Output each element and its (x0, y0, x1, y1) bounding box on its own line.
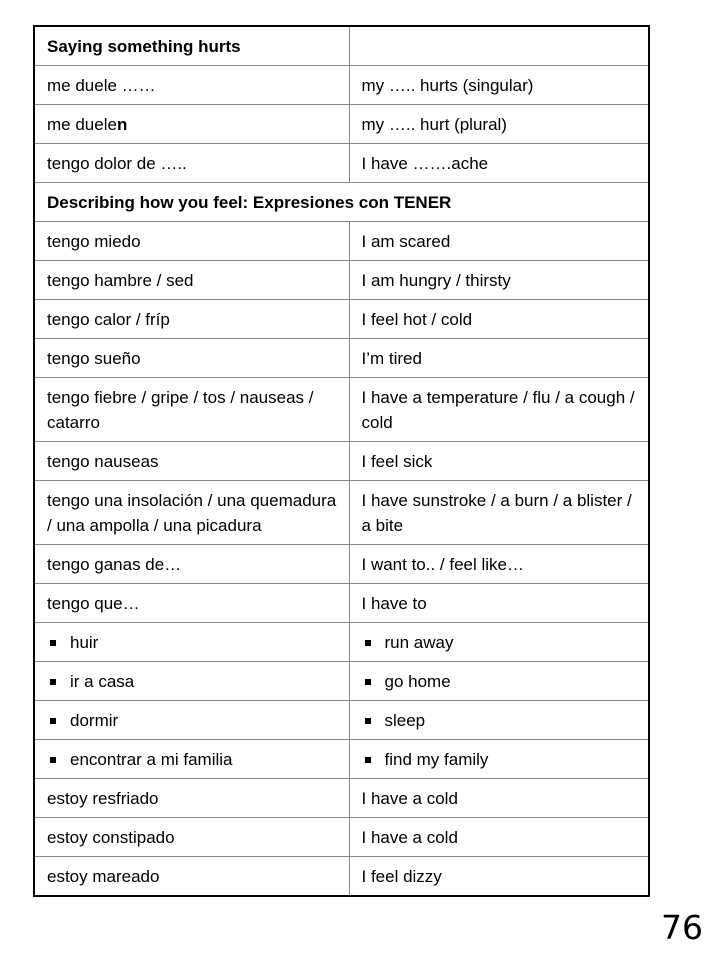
spanish-cell (34, 442, 349, 481)
table-row (34, 818, 649, 857)
english-cell (349, 740, 649, 779)
english-cell (349, 584, 649, 623)
english-cell-text: I have a cold (361, 789, 458, 808)
table-row (34, 545, 649, 584)
english-cell (349, 701, 649, 740)
spanish-cell-text: tengo calor / fríp (47, 310, 170, 329)
english-cell (349, 261, 649, 300)
english-cell-text: I am scared (361, 232, 451, 251)
table-row (34, 300, 649, 339)
english-cell (349, 442, 649, 481)
spanish-cell-text: me duele …… (47, 76, 156, 95)
bullet-icon (365, 679, 371, 685)
spanish-cell (34, 740, 349, 779)
english-cell-text: I have a cold (361, 828, 458, 847)
spanish-cell (34, 222, 349, 261)
vocabulary-table-body (34, 26, 649, 896)
spanish-cell-text: huir (70, 633, 99, 652)
english-cell-text: I’m tired (361, 349, 422, 368)
spanish-cell (34, 105, 349, 144)
english-cell (349, 623, 649, 662)
spanish-cell-text: estoy mareado (47, 867, 160, 886)
english-cell-text: run away (384, 633, 454, 652)
table-row (34, 222, 649, 261)
english-cell-text: sleep (384, 711, 426, 730)
spanish-cell (34, 584, 349, 623)
english-cell (349, 26, 649, 66)
bullet-icon (365, 757, 371, 763)
table-row (34, 584, 649, 623)
table-row (34, 701, 649, 740)
spanish-cell-text: tengo una insolación / una quemadura / una ampolla / una picadura (47, 491, 337, 535)
english-cell (349, 779, 649, 818)
english-cell-text: I have to (361, 594, 427, 613)
english-cell (349, 481, 649, 545)
bullet-icon (365, 640, 371, 646)
english-cell-text: I feel dizzy (361, 867, 442, 886)
spanish-cell (34, 339, 349, 378)
spanish-cell-text: dormir (70, 711, 119, 730)
english-cell-text: I have …….ache (361, 154, 489, 173)
english-cell-text: my ….. hurts (singular) (361, 76, 534, 95)
spanish-cell-text: tengo nauseas (47, 452, 159, 471)
table-row (34, 481, 649, 545)
spanish-cell-text: tengo miedo (47, 232, 141, 251)
spanish-cell (34, 144, 349, 183)
spanish-cell (34, 701, 349, 740)
spanish-cell (34, 378, 349, 442)
spanish-cell (34, 779, 349, 818)
vocabulary-table (33, 25, 650, 897)
english-cell-text: my ….. hurt (plural) (361, 115, 507, 134)
spanish-cell (34, 481, 349, 545)
english-cell (349, 222, 649, 261)
spanish-cell (34, 662, 349, 701)
spanish-cell-text: tengo fiebre / gripe / tos / nauseas / catarro (47, 388, 314, 432)
spanish-cell (34, 545, 349, 584)
page-number: 76 (661, 908, 703, 947)
table-row (34, 144, 649, 183)
english-cell (349, 300, 649, 339)
section-heading (34, 183, 649, 222)
table-row (34, 339, 649, 378)
english-cell (349, 378, 649, 442)
english-cell (349, 818, 649, 857)
table-row (34, 623, 649, 662)
spanish-cell-text: estoy constipado (47, 828, 175, 847)
english-cell-text: go home (384, 672, 451, 691)
table-row (34, 183, 649, 222)
english-cell (349, 857, 649, 897)
english-cell-text: find my family (384, 750, 489, 769)
english-cell (349, 66, 649, 105)
english-cell-text: I feel sick (361, 452, 433, 471)
table-row (34, 442, 649, 481)
spanish-cell (34, 26, 349, 66)
spanish-cell-text: me duele (47, 115, 117, 134)
bullet-icon (365, 718, 371, 724)
english-cell (349, 545, 649, 584)
english-cell-text: I want to.. / feel like… (361, 555, 525, 574)
spanish-cell-text: tengo dolor de ….. (47, 154, 187, 173)
spanish-cell (34, 857, 349, 897)
table-row (34, 26, 649, 66)
spanish-cell-text: encontrar a mi familia (70, 750, 233, 769)
table-row (34, 662, 649, 701)
spanish-cell-text: tengo hambre / sed (47, 271, 194, 290)
english-cell-text: I have sunstroke / a burn / a blister / a bite (361, 491, 632, 535)
spanish-cell-text: ir a casa (70, 672, 135, 691)
plural-ending: n (116, 115, 128, 134)
spanish-cell-text: estoy resfriado (47, 789, 159, 808)
table-row (34, 105, 649, 144)
english-cell (349, 105, 649, 144)
spanish-cell (34, 300, 349, 339)
spanish-cell-text: Saying something hurts (47, 37, 241, 56)
table-row (34, 857, 649, 897)
english-cell-text: I have a temperature / flu / a cough / cold (361, 388, 635, 432)
english-cell-text: I feel hot / cold (361, 310, 473, 329)
spanish-cell-text: tengo ganas de… (47, 555, 182, 574)
table-row (34, 66, 649, 105)
table-row (34, 779, 649, 818)
bullet-icon (50, 718, 56, 724)
table-row (34, 261, 649, 300)
english-cell (349, 144, 649, 183)
section-heading-text: Describing how you feel: Expresiones con TENER (47, 193, 452, 212)
table-row (34, 378, 649, 442)
english-cell-text: I am hungry / thirsty (361, 271, 511, 290)
spanish-cell (34, 623, 349, 662)
spanish-cell (34, 66, 349, 105)
table-row (34, 740, 649, 779)
spanish-cell-text: tengo sueño (47, 349, 141, 368)
english-cell (349, 339, 649, 378)
bullet-icon (50, 679, 56, 685)
english-cell (349, 662, 649, 701)
spanish-cell (34, 261, 349, 300)
bullet-icon (50, 640, 56, 646)
spanish-cell-text: tengo que… (47, 594, 140, 613)
spanish-cell (34, 818, 349, 857)
bullet-icon (50, 757, 56, 763)
